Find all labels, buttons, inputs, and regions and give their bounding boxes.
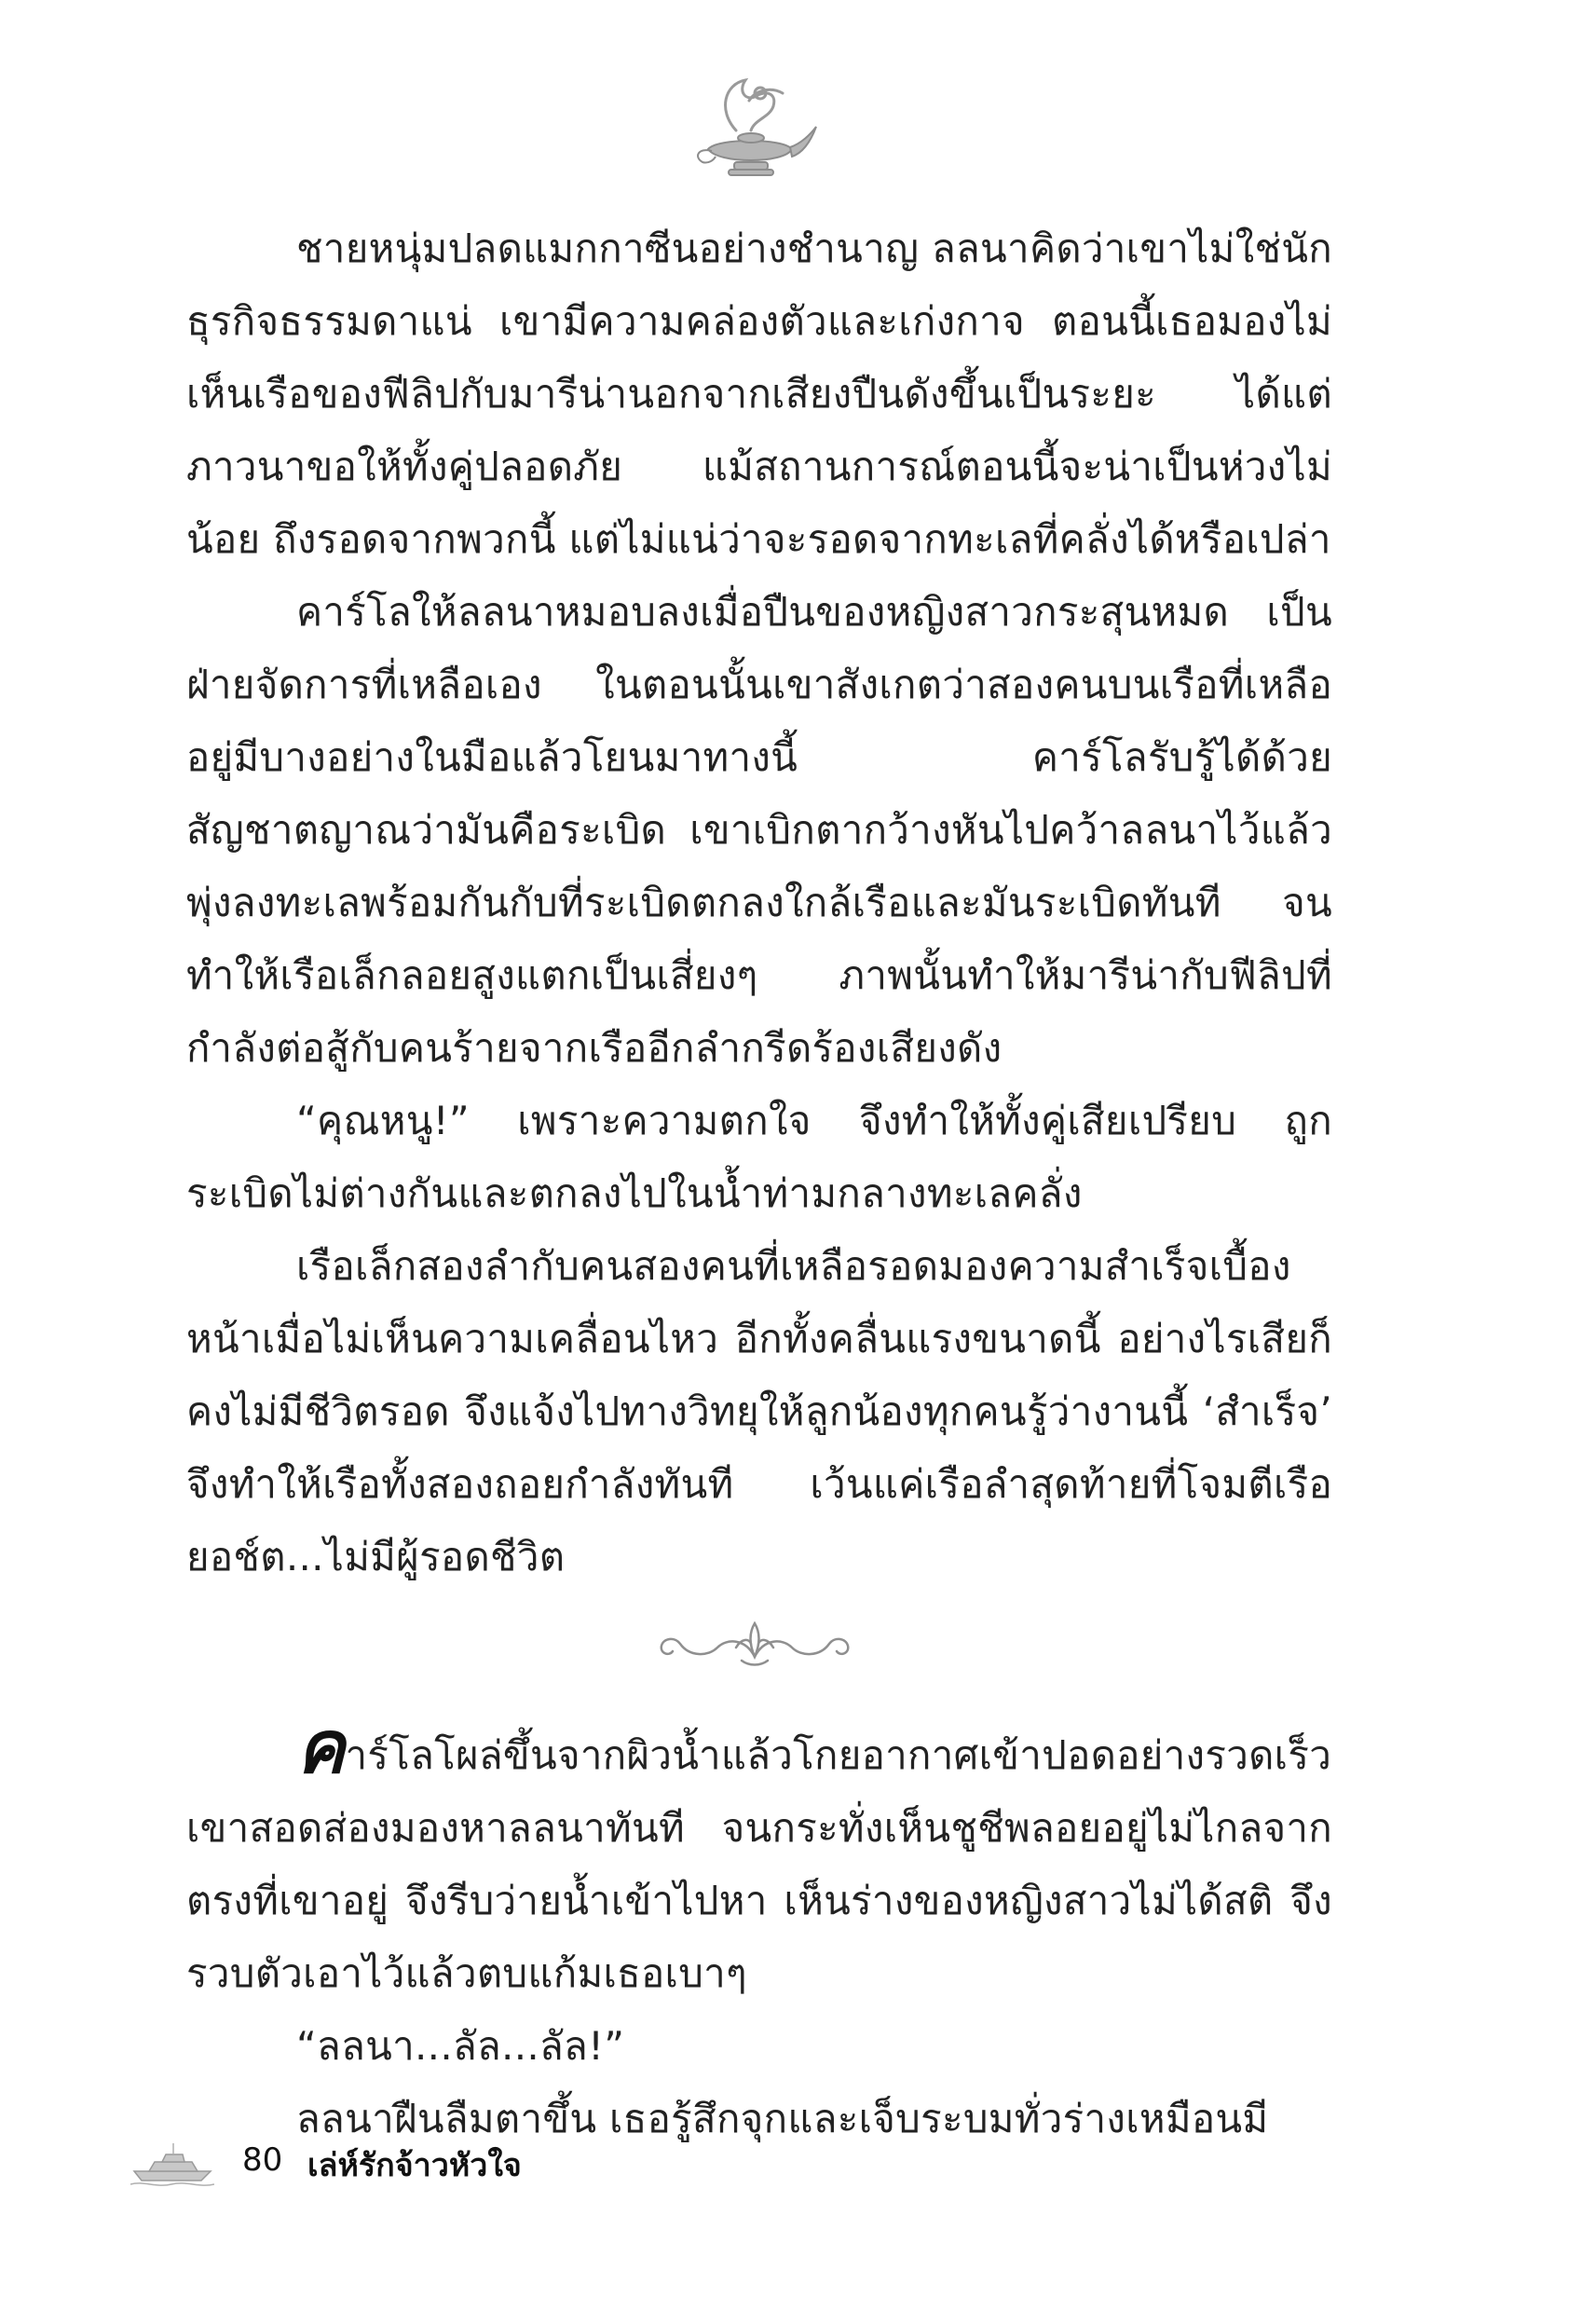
- flourish-divider-icon: [652, 1610, 857, 1675]
- main-text-section-1: [186, 212, 1332, 1593]
- paragraph: คาร์โลให้ลลนาหมอบลงเมื่อปืนของหญิงสาวกระสุนหมด เป็นฝ่ายจัดการที่เหลือเอง ในตอนนั้นเขาสังเกตว่าสองคนบนเรือที่เหลืออยู่มีบางอย่างในมือแล้วโยนมาทางนี้ คาร์โลรับรู้ได้ด้วยสัญชาตญาณว่ามันคือระเบิด เขาเบิกตากว้างหันไปคว้าลลนาไว้แล้วพุ่งลงทะเลพร้อมกันกับที่ระเบิดตกลงใกล้เรือและมันระเบิดทันที จนทำให้เรือเล็กลอยสูงแตกเป็นเสี่ยงๆ ภาพนั้นทำให้มารีน่ากับฟีลิปที่กำลังต่อสู้กับคนร้ายจากเรืออีกลำกรีดร้องเสียงดัง: [186, 589, 1332, 1071]
- book-title: เล่ห์รักจ้าวหัวใจ: [307, 2147, 522, 2184]
- paragraph: เรือเล็กสองลำกับคนสองคนที่เหลือรอดมองความสำเร็จเบื้องหน้าเมื่อไม่เห็นความเคลื่อนไหว อีกทั้งคลื่นแรงขนาดนี้ อย่างไรเสียก็คงไม่มีชีวิตรอด จึงแจ้งไปทางวิทยุให้ลูกน้องทุกคนรู้ว่างานนี้ ‘สำเร็จ’ จึงทำให้เรือทั้งสองถอยกำลังทันที เว้นแค่เรือลำสุดท้ายที่โจมตีเรือยอช์ต...ไม่มีผู้รอดชีวิต: [186, 1243, 1332, 1579]
- dropcap-letter: ค: [296, 1706, 346, 1790]
- yacht-icon: [130, 2136, 214, 2187]
- paragraph: ลลนาฝืนลืมตาขึ้น เธอรู้สึกจุกและเจ็บระบมทั่วร่างเหมือนมี: [296, 2096, 1269, 2141]
- paragraph: ชายหนุ่มปลดแมกกาซีนอย่างชำนาญ ลลนาคิดว่าเขาไม่ใช่นักธุรกิจธรรมดาแน่ เขามีความคล่องตัวและเก่งกาจ ตอนนี้เธอมองไม่เห็นเรือของฟีลิปกับมารีน่านอกจากเสียงปืนดังขึ้นเป็นระยะ ได้แต่ภาวนาขอให้ทั้งคู่ปลอดภัย แม้สถานการณ์ตอนนี้จะน่าเป็นห่วงไม่น้อย ถึงรอดจากพวกนี้ แต่ไม่แน่ว่าจะรอดจากทะเลที่คลั่งได้หรือเปล่า: [186, 226, 1332, 562]
- page-footer: [130, 2134, 969, 2190]
- paragraph-with-dropcap: [186, 1706, 1332, 2010]
- genie-lamp-icon: [680, 73, 820, 185]
- page-number: 80: [242, 2141, 283, 2179]
- main-text-section-2: [186, 1706, 1332, 2155]
- paragraph: “ลลนา...ลัล...ลัล!”: [296, 2023, 625, 2069]
- paragraph: “คุณหนู!” เพราะความตกใจ จึงทำให้ทั้งคู่เสียเปรียบ ถูกระเบิดไม่ต่างกันและตกลงไปในน้ำท่ามกลางทะเลคลั่ง: [186, 1098, 1332, 1216]
- paragraph-rest: าร์โลโผล่ขึ้นจากผิวน้ำแล้วโกยอากาศเข้าปอดอย่างรวดเร็ว เขาสอดส่องมองหาลลนาทันที จนกระทั่งเห็นชูชีพลอยอยู่ไม่ไกลจากตรงที่เขาอยู่ จึงรีบว่ายน้ำเข้าไปหา เห็นร่างของหญิงสาวไม่ได้สติ จึงรวบตัวเอาไว้แล้วตบแก้มเธอเบาๆ: [186, 1732, 1332, 1996]
